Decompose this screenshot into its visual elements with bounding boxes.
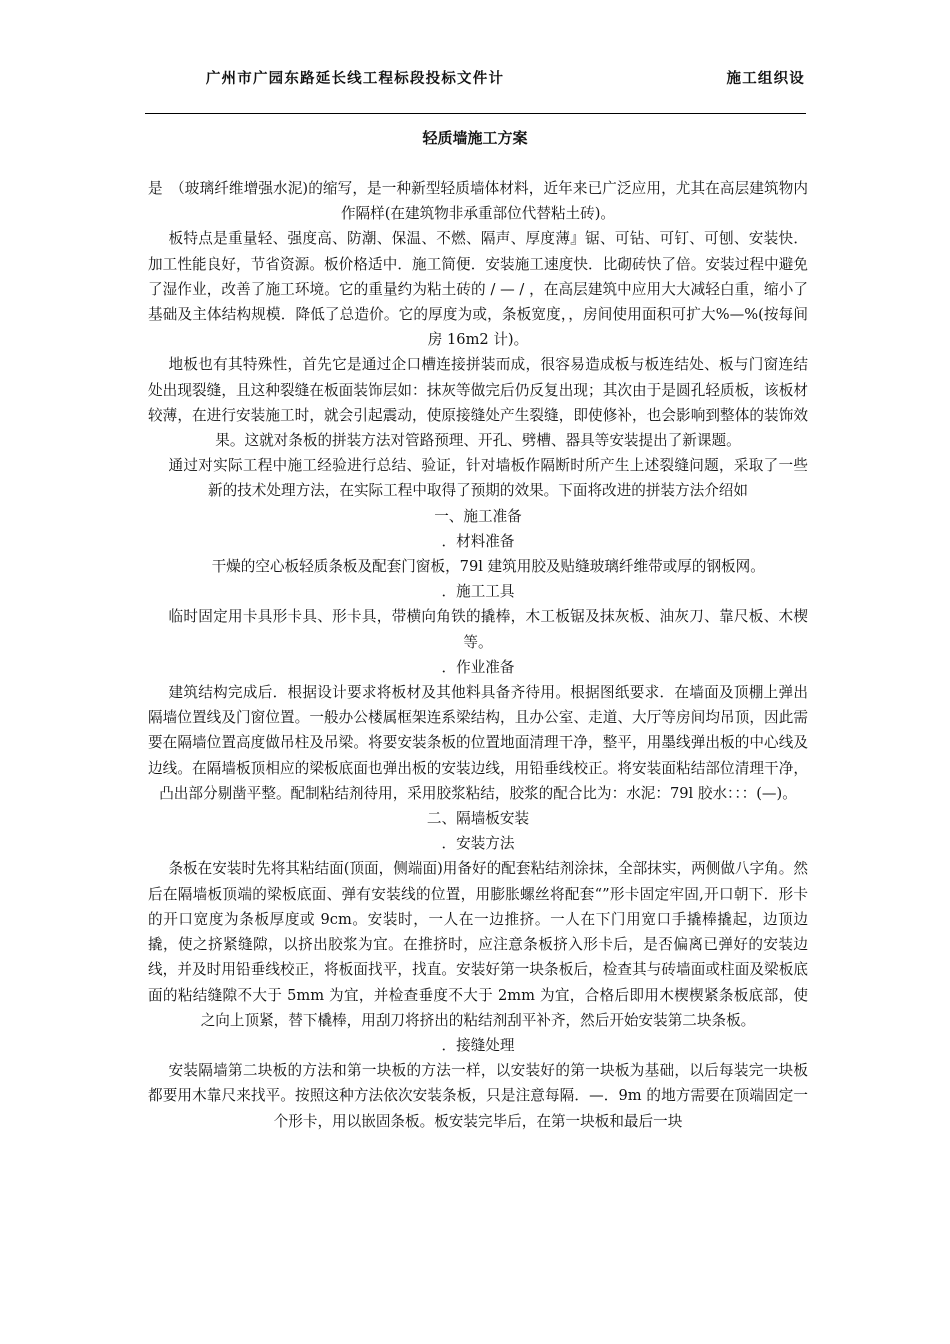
paragraph: 是 （玻璃纤维增强水泥)的缩写，是一种新型轻质墙体材料，近年来已广泛应用，尤其在高层建筑物内作隔样(在建筑物非承重部位代替粘土砖)。 bbox=[148, 180, 808, 223]
header-section-title: 施工组织设 bbox=[726, 71, 805, 87]
paragraph: 地板也有其特殊性，首先它是通过企口槽连接拼装而成，很容易造成板与板连结处、板与门窗连结处出现裂缝，且这种裂缝在板面装饰层如：抹灰等做完后仍反复出现；其次由于是圆孔轻质板，该板材较薄，在进行安装施工时，就会引起震动，使原接缝处产生裂缝，即使修补，也会影响到整体的装饰效果。这就对条板的拼装方法对管路预理、开孔、劈槽、器具等安装提出了新课题。 bbox=[148, 356, 808, 450]
paragraph: 通过对实际工程中施工经验进行总结、验证，针对墙板作隔断时所产生上述裂缝问题，采取了一些新的技术处理方法，在实际工程中取得了预期的效果。下面将改进的拼装方法介绍如 bbox=[168, 457, 808, 500]
subsection-heading: ．施工工具 bbox=[441, 583, 515, 601]
header-project-title: 广州市广园东路延长线工程标段投标文件计 bbox=[205, 71, 505, 87]
subsection-heading: ．安装方法 bbox=[441, 835, 515, 853]
paragraph: 板特点是重量轻、强度高、防潮、保温、不燃、隔声、厚度薄』锯、可钻、可钉、可刨、安装快．加工性能良好，节省资源。板价格适中．施工简便．安装施工速度快．比砌砖快了倍。安装过程中避免了湿作业，改善了施工环境。它的重量约为粘土砖的 / — / ，在高层建筑中应用大大减轻白重，缩小了基础及主体结构规模．降低了总造价。它的厚度为或，条板宽度，，房间使用面积可扩大%—%(按每间房 16m2 计)。 bbox=[148, 230, 808, 349]
header-divider bbox=[145, 113, 806, 114]
subsection-heading: ．作业准备 bbox=[441, 658, 515, 676]
paragraph: 安装隔墙第二块板的方法和第一块板的方法一样，以安装好的第一块板为基础，以后每装完一块板都要用木靠尺来找平。按照这种方法依次安装条板，只是注意每隔．—．9m 的地方需要在顶端固定一个形卡，用以嵌固条板。板安装完毕后，在第一块板和最后一块 bbox=[148, 1062, 808, 1130]
document-body bbox=[148, 176, 808, 1134]
document-title: 轻质墙施工方案 bbox=[422, 129, 528, 147]
paragraph: 临时固定用卡具形卡具、形卡具，带横向角铁的撬棒，木工板锯及抹灰板、油灰刀、靠尺板、木楔等。 bbox=[168, 608, 808, 651]
section-heading: 一、施工准备 bbox=[434, 507, 522, 525]
paragraph: 条板在安装时先将其粘结面(顶面，侧端面)用备好的配套粘结剂涂抹，全部抹实，两侧做八字角。然后在隔墙板顶端的梁板底面、弹有安装线的位置，用膨胀螺丝将配套“”形卡固定牢固,开口朝下．形卡的开口宽度为条板厚度或 9cm。安装时，一人在一边推挤。一人在下门用宽口手撬棒撬起，边顶边撬，使之挤紧缝隙，以挤出胶浆为宜。在推挤时，应注意条板挤入形卡后，是否偏离已弹好的安装边线，并及时用铅垂线校正，将板面找平，找直。安装好第一块条板后，检查其与砖墙面或柱面及梁板底面的粘结缝隙不大于 5mm 为宜，并检查垂度不大于 2mm 为宜，合格后即用木楔楔紧条板底部，使之向上顶紧，替下橇棒，用刮刀将挤出的粘结剂刮平补齐，然后开始安装第二块条板。 bbox=[148, 860, 808, 1029]
subsection-heading: ．接缝处理 bbox=[441, 1036, 515, 1054]
page-header bbox=[145, 66, 805, 114]
subsection-heading: ．材料准备 bbox=[441, 532, 515, 550]
paragraph: 干燥的空心板轻质条板及配套门窗板，79l 建筑用胶及贴缝玻璃纤维带或厚的钢板网。 bbox=[211, 558, 765, 576]
section-heading: 二、隔墙板安装 bbox=[426, 810, 530, 828]
paragraph: 建筑结构完成后．根据设计要求将板材及其他料具备齐待用。根据图纸要求．在墙面及顶棚上弹出隔墙位置线及门窗位置。一般办公楼属框架连系梁结构，且办公室、走道、大厅等房间均吊顶，因此需要在隔墙位置高度做吊柱及吊梁。将要安装条板的位置地面清理干净，整平，用墨线弹出板的中心线及边线。在隔墙板顶相应的梁板底面也弹出板的安装边线，用铅垂线校正。将安装面粘结部位清理干净，凸出部分剔凿平整。配制粘结剂待用，采用胶浆粘结，胶浆的配合比为：水泥：79l 胶水：：：(—)。 bbox=[148, 684, 808, 802]
